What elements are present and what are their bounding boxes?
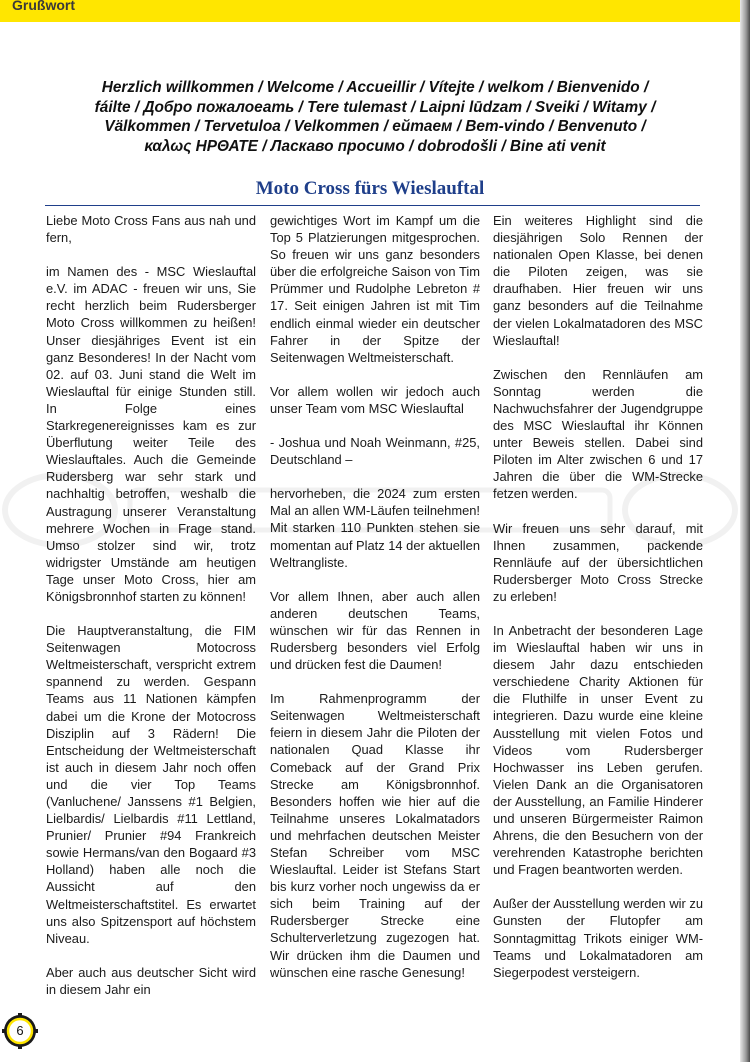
- paragraph: Liebe Moto Cross Fans aus nah und fern,: [46, 213, 256, 246]
- paragraph: Wir freuen uns sehr darauf, mit Ihnen zusammen, packende Rennläufe auf der übersichtlichen Rudersberger Moto Cross Strecke zu erleben!: [493, 520, 703, 604]
- paragraph: gewichtiges Wort im Kampf um die Top 5 Platzierungen mitgesprochen. So freuen wir uns ganz besonders über die erfolgreiche Saison von Tim Prümmer und Rudolphe Lebreton # 17. Seit einigen Jahren ist mit Tim endlich einmal wieder ein deutscher Fahrer in der Spitze der Seitenwagen Weltmeisterschaft.: [270, 213, 480, 365]
- text-column-3: [493, 212, 703, 998]
- paragraph: Zwischen den Rennläufen am Sonntag werden die Nachwuchsfahrer der Jugendgruppe des MSC Wieslauftal ihr Können unter Beweis stellen. Dabei sind Piloten im Alter zwischen 6 und 17 Jahren die über die WM-Strecke fetzen werden.: [493, 366, 703, 502]
- article-headline: Moto Cross fürs Wieslauftal: [255, 178, 485, 199]
- page-number-badge: [2, 1013, 38, 1049]
- welcome-greetings: [60, 78, 690, 156]
- paragraph: Außer der Ausstellung werden wir zu Gunsten der Flutopfer am Sonntagmittag Trikots einiger WM-Teams und Lokalmatadoren am Siegerpodest versteigern.: [493, 896, 703, 980]
- greeting-line: Herzlich willkommen / Welcome / Accueillir / Vítejte / welkom / Bienvenido /: [101, 79, 649, 96]
- text-column-2: [270, 212, 480, 998]
- headline-divider: [45, 205, 700, 206]
- greeting-line: καλως ΗΡΘΑΤΕ / Ласкаво просимо / dobrodošli / Bine ati venit: [144, 137, 606, 155]
- paragraph: Vor allem wollen wir jedoch auch unser Team vom MSC Wieslauftal: [270, 383, 480, 416]
- paragraph: hervorheben, die 2024 zum ersten Mal an allen WM-Läufen teilnehmen! Mit starken 110 Punkten stehen sie momentan auf Platz 14 der aktuellen Weltrangliste.: [270, 486, 480, 570]
- paragraph: Ein weiteres Highlight sind die diesjährigen Solo Rennen der nationalen Open Klasse, bei denen die Piloten zeigen, was sie draufhaben. Hier freuen wir uns ganz besonders auf die Teilnahme der vielen Lokalmatadoren des MSC Wieslauftal!: [493, 213, 703, 348]
- page-number: 6: [16, 1023, 24, 1038]
- paragraph: im Namen des - MSC Wieslauftal e.V. im ADAC - freuen wir uns, Sie recht herzlich beim Rudersberger Moto Cross willkommen zu heißen! Unser diesjähriges Event ist ein ganz Besonderes! In der Nacht vom 02. auf 03. Juni stand die Welt im Wieslauftal für einige Stunden still. In Folge eines Starkregenereignisses kam es zur Überflutung weiter Teile des Wieslauftales. Auch die Gemeinde Rudersberg war sehr stark und nachhaltig betroffen, weshalb die Austragung unserer Veranstaltung mehrere Wochen in Frage stand. Umso stolzer sind wir, trotz widrigster Umstände am heutigen Tage unser Moto Cross, hier am Königsbronnhof starten zu können!: [46, 264, 256, 604]
- paragraph: Aber auch aus deutscher Sicht wird in diesem Jahr ein: [46, 964, 256, 997]
- greeting-line: Välkommen / Tervetuloa / Velkommen / ейтаем / Bem-vindo / Benvenuto /: [104, 118, 646, 135]
- text-column-1: [46, 212, 256, 1015]
- greeting-line: fáilte / Добро пожалоеать / Tere tulemast / Laipni lūdzam / Sveiki / Witamy /: [94, 98, 656, 116]
- paragraph: - Joshua und Noah Weinmann, #25, Deutschland –: [270, 435, 480, 468]
- section-title: Grußwort: [12, 0, 75, 13]
- page-edge: [740, 0, 750, 1062]
- paragraph: Im Rahmenprogramm der Seitenwagen Weltmeisterschaft feiern in diesem Jahr die Piloten der nationalen Quad Klasse ihr Comeback auf der Grand Prix Strecke am Königsbronnhof. Besonders hoffen wie hier auf die Teilnahme unseres Lokalmatadors und mehrfachen deutschen Meister Stefan Schreiber vom MSC Wieslauftal. Leider ist Stefans Start bis kurz vorher noch ungewiss da er sich beim Training auf der Rudersberger Strecke eine Schulterverletzung zugezogen hat. Wir drücken ihm die Daumen und wünschen eine rasche Genesung!: [270, 691, 480, 980]
- paragraph: In Anbetracht der besonderen Lage im Wieslauftal haben wir uns in diesem Jahr dazu entschieden verschiedene Charity Aktionen für die Fluthilfe in unser Event zu integrieren. Dazu wurde eine kleine Ausstellung mit vielen Fotos und Videos vom Rudersberger Hochwasser ins Leben gerufen. Vielen Dank an die Organisatoren der Ausstellung, an Familie Hinderer und unseren Bürgermeister Raimon Ahrens, die den Besuchern von der verehrenden Katastrophe berichten und Fragen beantworten werden.: [493, 622, 703, 878]
- header-bar: [0, 0, 740, 22]
- paragraph: Die Hauptveranstaltung, die FIM Seitenwagen Motocross Weltmeisterschaft, verspricht extrem spannend zu werden. Gespann Teams aus 11 Nationen kämpfen dabei um die Krone der Motocross Disziplin auf 3 Rädern! Die Entscheidung der Weltmeisterschaft ist auch in diesem Jahr noch offen und die vier Top Teams (Vanluchene/ Janssens #1 Belgien, Lielbardis/ Lielbardis #11 Lettland, Prunier/ Prunier #94 Frankreich sowie Hermans/van den Bogaard #3 Holland) haben alle noch die Aussicht auf den Weltmeisterschaftstitel. Es erwartet uns also Spitzensport auf höchstem Niveau.: [46, 623, 256, 946]
- paragraph: Vor allem Ihnen, aber auch allen anderen deutschen Teams, wünschen wir für das Rennen in Rudersberg besonders viel Erfolg und drücken fest die Daumen!: [270, 588, 480, 673]
